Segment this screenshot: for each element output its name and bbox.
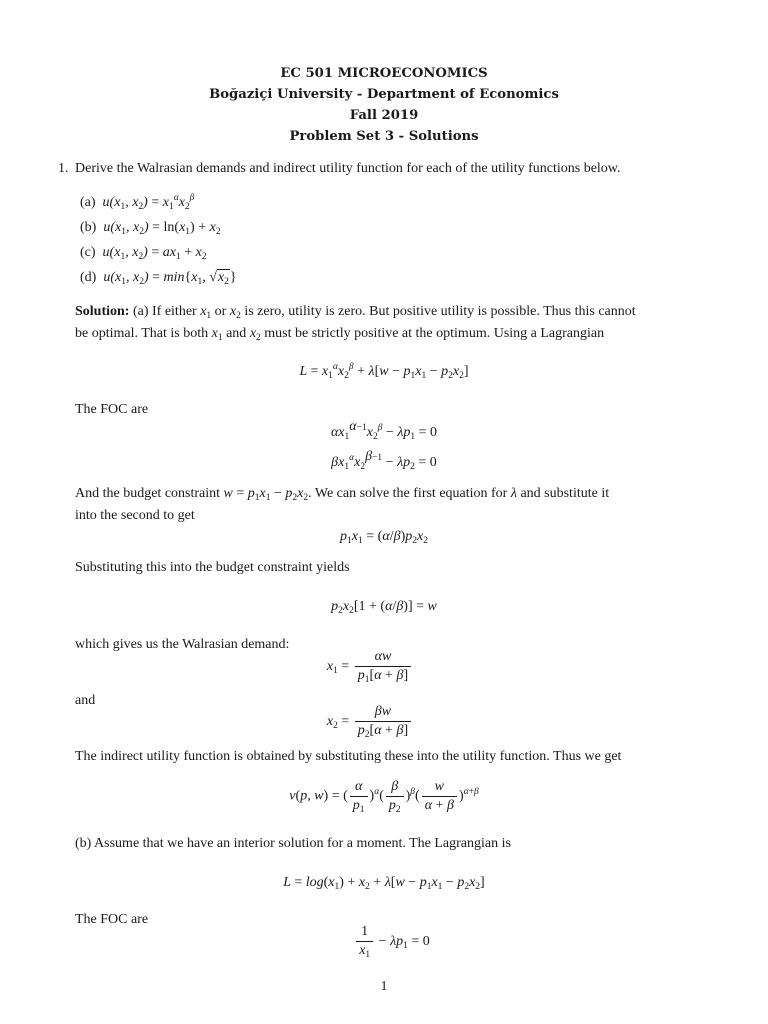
- term: Fall 2019: [349, 108, 419, 123]
- text-span: must be strictly positive at the optimum. Using a Lagrangian: [264, 326, 605, 341]
- part-b-intro: (b) Assume that we have an interior solution for a moment. The Lagrangian is: [75, 836, 511, 851]
- utility-d: $u(x_1$, $x_2) = \min\{x_1$, $√x_2$}: [99, 270, 237, 287]
- item-label: (b): [80, 220, 97, 235]
- budget-line-1: And the budget constraint $w = p_1x_1 - p_2x_2$. We can solve the first equation for λ and substitute it: [75, 486, 610, 503]
- foc-equation-1: $\alpha x_1^{\alpha-1}x_2^\beta - \lambda p_1 = 0$: [330, 419, 438, 442]
- text-span: or: [214, 304, 227, 319]
- item-d: [80, 271, 237, 285]
- utility-c: $u(x_1$, $x_2) = ax_1 + x_2$: [99, 245, 207, 262]
- relation-equation: $p_1x_1 = (\alpha/\beta)p_2x_2$: [340, 529, 428, 546]
- substituting-text: Substituting this into the budget constraint yields: [75, 560, 350, 575]
- indirect-text: The indirect utility function is obtained by substituting these into the utility function. Thus we get: [75, 749, 622, 764]
- document-title: Problem Set 3 - Solutions: [289, 129, 479, 144]
- text-span: . We can solve the first equation for: [308, 486, 508, 501]
- lagrangian-a: $L = x_1^\alpha x_2^\beta + \lambda[w - p_1x_1 - p_2x_2]$: [299, 362, 469, 381]
- demand-x1: $x_1$ = $\frac{\alpha w}{p_1[\alpha + \beta]}$: [0, 650, 768, 683]
- foc-b-equation: $\frac{1}{x_1}$ − $\lambda p_1 = 0$: [0, 925, 768, 958]
- budget-line-2: into the second to get: [75, 508, 195, 523]
- lagrangian-b: $L = \log(x_1) + x_2 + \lambda[w - p_1x_1 - p_2x_2]$: [283, 875, 485, 892]
- university-name: Boğaziçi University - Department of Economics: [209, 87, 559, 102]
- item-label: (d): [80, 270, 97, 285]
- text-span: be optimal. That is both: [75, 326, 209, 341]
- text-span: and substitute it: [520, 486, 610, 501]
- item-label: (a): [80, 195, 96, 210]
- solution-label: Solution:: [75, 304, 130, 319]
- budget-substituted-equation: $p_2x_2[1 + (\alpha/\beta)] = w$: [331, 599, 437, 616]
- text-span: and: [226, 326, 247, 341]
- problem-statement: Derive the Walrasian demands and indirect utility function for each of the utility functions below.: [75, 161, 621, 176]
- item-b: [80, 221, 221, 235]
- foc-label-b: The FOC are: [75, 912, 149, 927]
- foc-label: The FOC are: [75, 402, 149, 417]
- page-number: 1: [380, 979, 388, 994]
- utility-b: $u(x_1$, $x_2) = \ln(x_1) + x_2$: [99, 220, 221, 237]
- utility-a: $u(x_1$, $x_2) = x_1^\alpha x_2^\beta$: [99, 193, 195, 212]
- walrasian-text: which gives us the Walrasian demand:: [75, 637, 290, 652]
- item-c: [80, 246, 207, 260]
- solution-line-1: Solution: (a) If either $x_1$ or $x_2$ is zero, utility is zero. But positive utility is possible. Thus this cannot: [75, 304, 636, 321]
- and-text: and: [75, 693, 96, 708]
- course-title: EC 501 MICROECONOMICS: [280, 66, 488, 81]
- item-a: [80, 193, 195, 212]
- foc-equation-2: $\beta x_1^\alpha x_2^{\beta-1} - \lambda p_2 = 0$: [331, 449, 437, 472]
- demand-x2: $x_2$ = $\frac{\beta w}{p_2[\alpha + \beta]}$: [0, 705, 768, 738]
- problem-number: 1.: [58, 161, 69, 176]
- text-span: And the budget constraint: [75, 486, 221, 501]
- text-span: (a) If either: [132, 304, 197, 319]
- solution-line-2: be optimal. That is both $x_1$ and $x_2$ must be strictly positive at the optimum. Using a Lagrangian: [75, 326, 605, 343]
- text-span: is zero, utility is zero. But positive utility is possible. Thus this cannot: [244, 304, 636, 319]
- indirect-utility-equation: v(p, w) = ( $\frac{\alpha}{p_1}$ )$^\alpha$( $\frac{\beta}{p_2}$ )$^\beta$( $\frac{w}{\alpha + \beta}$ )$^{\alpha+\beta}$: [289, 779, 479, 815]
- item-label: (c): [80, 245, 96, 260]
